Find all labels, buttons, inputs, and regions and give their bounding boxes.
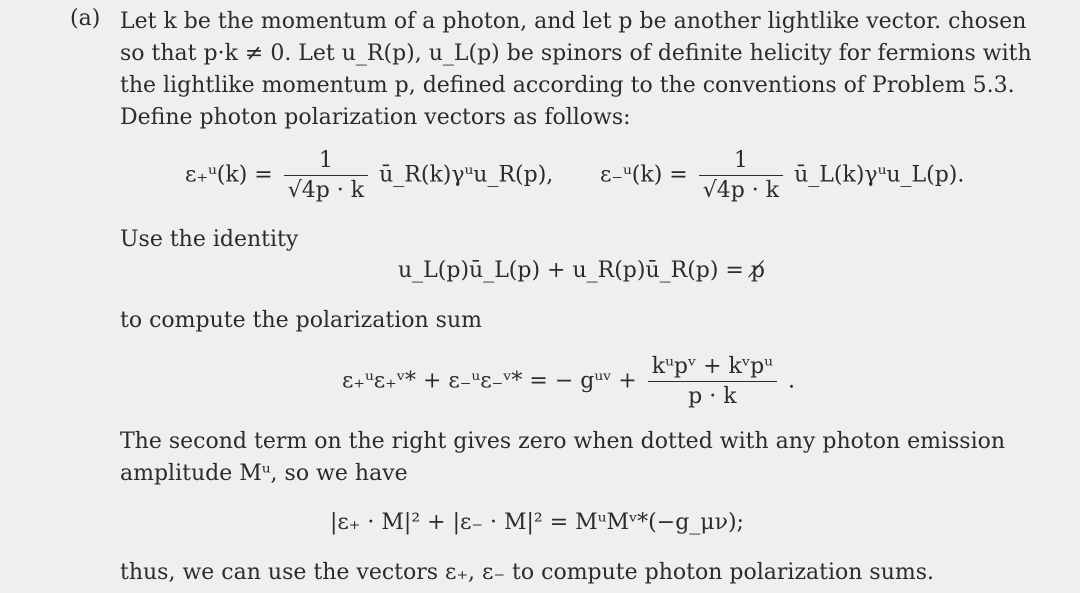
problem-label: (a) [70,6,101,31]
compute-sum-text: to compute the polarization sum [120,308,482,333]
fraction-denominator: √4p · k [699,175,783,203]
fraction-numerator: kᵘpᵛ + kᵛpᵘ [651,354,773,379]
intro-paragraph [120,6,1032,134]
spinor-identity-equation: u_L(p)ū_L(p) + u_R(p)ū_R(p) = p̸ [398,258,765,283]
equation-period: . [787,368,795,394]
polarization-sum-fraction [648,354,777,409]
intro-line-3: the lightlike momentum p, defined according to the conventions of Problem 5.3. [120,73,1015,98]
intro-line-2: so that p·k ≠ 0. Let u_R(p), u_L(p) be spinors of definite helicity for fermions with [120,41,1032,66]
use-identity-text: Use the identity [120,227,299,252]
epsilon-plus-lhs: ε₊ᵘ(k) = [185,162,273,188]
epsilon-minus-lhs: ε₋ᵘ(k) = [600,162,688,188]
normalization-fraction-minus [699,148,783,203]
normalization-fraction-plus [284,148,368,203]
second-term-paragraph [120,426,1005,490]
second-term-line-2: amplitude Mᵘ, so we have [120,461,408,486]
intro-line-4: Define photon polarization vectors as follows: [120,105,631,130]
fraction-denominator: √4p · k [284,175,368,203]
fraction-denominator: p · k [648,381,777,409]
fraction-numerator: 1 [318,148,333,173]
fraction-numerator: 1 [733,148,748,173]
polarization-plus-equation [185,148,553,203]
epsilon-plus-rhs: ū_R(k)γᵘu_R(p), [379,162,554,188]
second-term-line-1: The second term on the right gives zero when dotted with any photon emission [120,429,1006,454]
intro-line-1: Let k be the momentum of a photon, and let p be another lightlike vector. chosen [120,9,1027,34]
polarization-minus-equation [600,148,964,203]
polarization-sum-equation [342,354,795,409]
amplitude-sum-equation: |ε₊ · M|² + |ε₋ · M|² = MᵘMᵛ*(−g_μν); [330,510,744,535]
final-sentence: thus, we can use the vectors ε₊, ε₋ to compute photon polarization sums. [120,560,935,585]
polarization-sum-lhs: ε₊ᵘε₊ᵛ* + ε₋ᵘε₋ᵛ* = − gᵘᵛ + [342,368,637,394]
epsilon-minus-rhs: ū_L(k)γᵘu_L(p). [794,162,965,188]
